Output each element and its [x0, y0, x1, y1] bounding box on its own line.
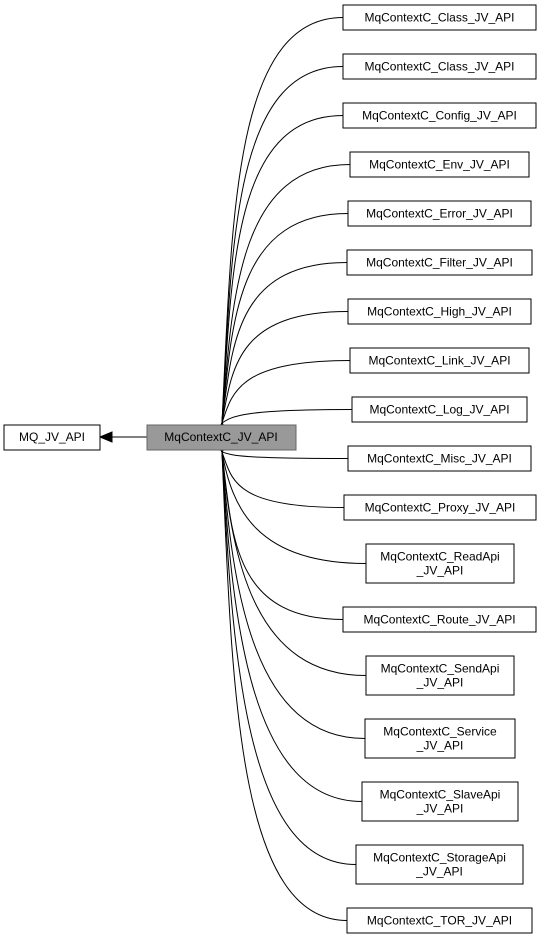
parent-node-label: MQ_JV_API: [18, 430, 86, 444]
child-node-13[interactable]: [343, 607, 536, 632]
edge-child-6: [222, 263, 347, 424]
child-node-label: MqContextC_Filter_JV_API: [366, 255, 513, 270]
child-node-label: _JV_API: [416, 675, 464, 690]
child-node-12[interactable]: [366, 544, 514, 583]
child-node-14[interactable]: [366, 656, 514, 695]
child-node-label: MqContextC_Misc_JV_API: [367, 451, 512, 466]
edge-child-5: [222, 214, 348, 424]
child-node-4[interactable]: [350, 152, 529, 177]
child-node-label: _JV_API: [416, 864, 463, 879]
child-node-label: MqContextC_ReadApi: [380, 549, 500, 564]
edge-child-3: [222, 116, 343, 424]
child-node-label: MqContextC_Config_JV_API: [362, 108, 517, 123]
child-node-label: MqContextC_Class_JV_API: [364, 59, 515, 74]
child-node-2[interactable]: [343, 54, 536, 79]
child-node-label: MqContextC_SlaveApi: [379, 787, 501, 802]
child-node-1[interactable]: [343, 5, 536, 30]
edge-child-1: [222, 18, 343, 424]
edge-child-7: [222, 312, 348, 424]
graph-edges: [100, 18, 366, 921]
edge-child-2: [222, 67, 343, 424]
child-node-8[interactable]: [350, 348, 529, 373]
child-node-label: MqContextC_Proxy_JV_API: [364, 500, 516, 515]
child-node-7[interactable]: [348, 299, 531, 324]
child-node-18[interactable]: [347, 908, 532, 933]
child-node-label: MqContextC_Route_JV_API: [363, 612, 516, 627]
edge-child-9: [222, 410, 352, 424]
center-node-label: MqContextC_JV_API: [164, 430, 278, 444]
edge-child-18: [222, 452, 347, 921]
edge-child-8: [222, 361, 350, 424]
child-node-label: MqContextC_Class_JV_API: [364, 10, 515, 25]
child-node-17[interactable]: [356, 845, 523, 884]
edge-child-17: [222, 452, 356, 865]
child-node-15[interactable]: [365, 719, 515, 758]
child-node-label: MqContextC_Error_JV_API: [366, 206, 513, 221]
child-node-label: MqContextC_Service: [383, 724, 497, 739]
child-node-label: MqContextC_SendApi: [380, 661, 500, 676]
child-node-10[interactable]: [348, 446, 531, 471]
child-node-label: MqContextC_Log_JV_API: [369, 402, 510, 417]
child-node-6[interactable]: [347, 250, 532, 275]
child-node-label: MqContextC_Link_JV_API: [368, 353, 511, 368]
center-node[interactable]: [147, 425, 296, 450]
child-node-16[interactable]: [362, 782, 518, 821]
child-node-label: _JV_API: [416, 563, 464, 578]
arrowhead-parent: [100, 432, 112, 442]
edge-child-11: [222, 452, 344, 508]
child-node-label: MqContextC_StorageApi: [373, 850, 506, 865]
child-node-3[interactable]: [343, 103, 536, 128]
child-node-5[interactable]: [348, 201, 531, 226]
edge-child-10: [222, 452, 348, 459]
child-nodes: [343, 5, 536, 933]
child-node-label: _JV_API: [416, 738, 464, 753]
child-node-label: MqContextC_TOR_JV_API: [366, 913, 513, 928]
child-node-label: MqContextC_Env_JV_API: [369, 157, 510, 172]
child-node-11[interactable]: [344, 495, 536, 520]
parent-node[interactable]: [4, 425, 100, 450]
child-node-9[interactable]: [352, 397, 527, 422]
child-node-label: MqContextC_High_JV_API: [367, 304, 512, 319]
edge-child-4: [222, 165, 350, 424]
child-node-label: _JV_API: [416, 801, 464, 816]
